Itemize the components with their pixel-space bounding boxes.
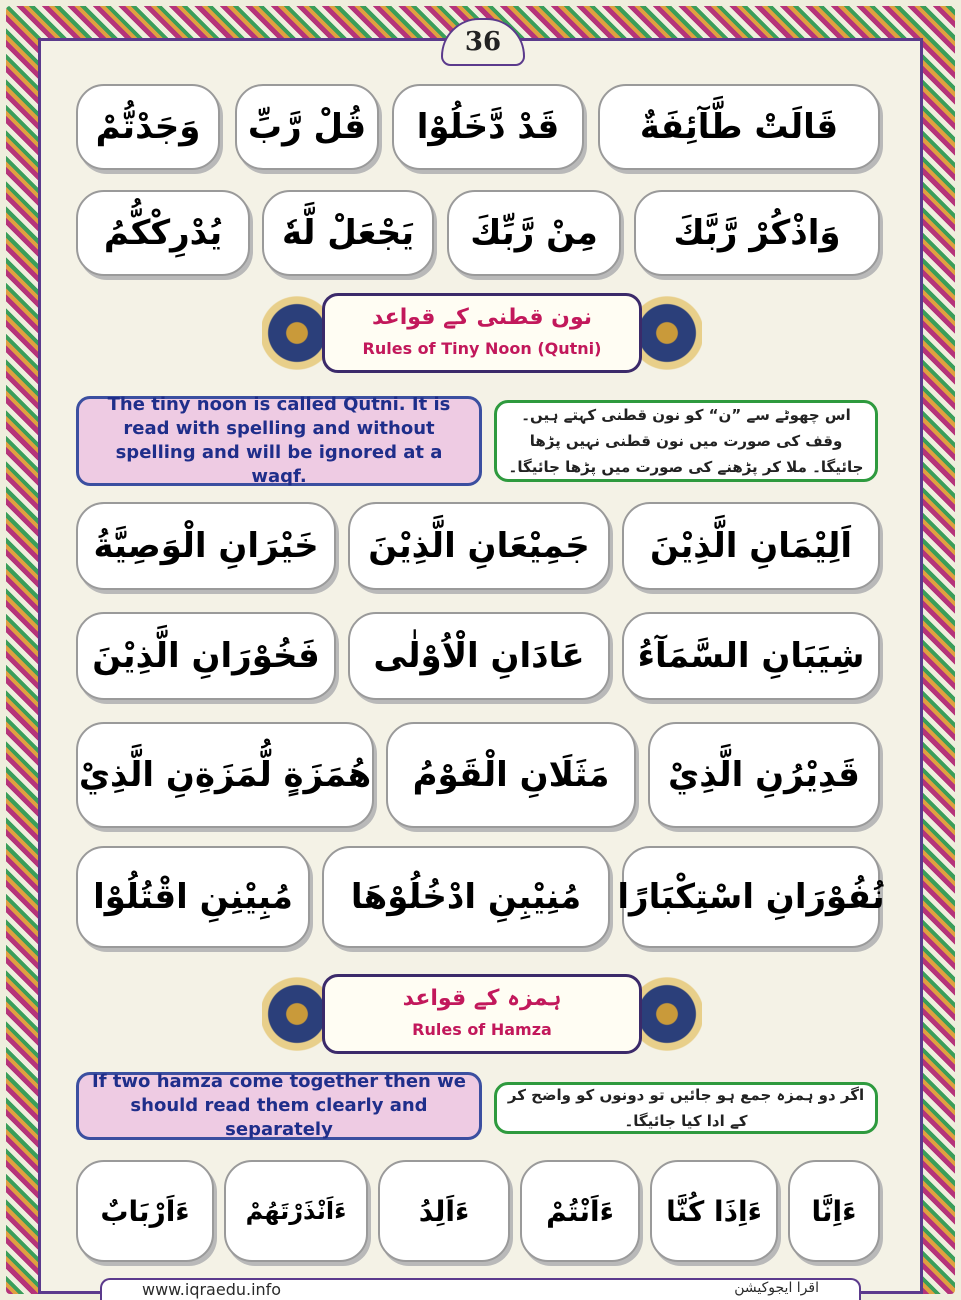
word-text: جَمِيْعَانِ الَّذِيْنَ: [368, 526, 590, 566]
note-urdu: اگر دو ہمزہ جمع ہو جائیں تو دونوں کو واضح کر کے ادا کیا جائیگا۔: [494, 1082, 878, 1134]
word-text: شِيَبَانِ السَّمَآءُ: [637, 636, 865, 676]
word-text: هُمَزَةٍ لُّمَزَةِنِ الَّذِيْ: [78, 755, 372, 795]
word-tile: [378, 1160, 510, 1262]
section-banner-qutni: [262, 285, 702, 381]
section-title-urdu: ہمزہ کے قواعد: [402, 986, 562, 1011]
note-urdu: اس چھوٹے سے ”ن“ کو نون قطنی کہتے ہیں۔ وقف کی صورت میں نون قطنی نہیں پڑھا جائیگا۔ ملا کر پڑھنے کی صورت میں پڑھا جائیگا۔: [494, 400, 878, 482]
word-tile: [622, 502, 880, 590]
page-number: 36: [441, 18, 525, 66]
word-text: ءَاَرْبَابٌ: [100, 1194, 190, 1228]
section-title-english: Rules of Tiny Noon (Qutni): [362, 339, 602, 358]
word-tile: [648, 722, 880, 828]
word-text: قَدْ دَّخَلُوْا: [416, 107, 560, 147]
word-tile: [520, 1160, 640, 1262]
website-link[interactable]: www.iqraedu.info: [142, 1280, 282, 1299]
word-text: مَثَلَانِ الْقَوْمُ: [412, 755, 610, 795]
word-tile: [650, 1160, 778, 1262]
word-tile: [224, 1160, 368, 1262]
word-tile: [392, 84, 584, 170]
word-tile: [262, 190, 434, 276]
word-tile: [76, 722, 374, 828]
word-tile: [76, 502, 336, 590]
word-text: خَيْرَانِ الْوَصِيَّةُ: [93, 526, 319, 566]
word-text: قُلْ رَّبِّ: [247, 107, 367, 147]
word-text: اَلِيْمَانِ الَّذِيْنَ: [649, 526, 853, 566]
section-banner-hamza: [262, 966, 702, 1062]
word-text: وَاذْكُرْ رَّبَّكَ: [673, 213, 841, 253]
word-text: ءَاَنْتُمْ: [546, 1194, 614, 1228]
word-tile: [76, 846, 310, 948]
word-text: مُنِيْبِنِ ادْخُلُوْهَا: [350, 877, 582, 917]
word-tile: [348, 612, 610, 700]
word-tile: [788, 1160, 880, 1262]
word-text: فَخُوْرَانِ الَّذِيْنَ: [92, 636, 320, 676]
word-text: قَدِيْرُنِ الَّذِيْ: [668, 755, 860, 795]
word-text: نُفُوْرَانِ اسْتِكْبَارًا: [617, 877, 885, 917]
word-text: ءَاَنْذَرْتَهُمْ: [245, 1197, 347, 1225]
word-text: يَجْعَلْ لَّهٗ: [281, 213, 415, 253]
word-text: ءَاَلِدُ: [418, 1194, 470, 1228]
word-tile: [76, 84, 220, 170]
footer: [100, 1278, 861, 1300]
word-tile: [76, 1160, 214, 1262]
word-tile: [348, 502, 610, 590]
word-text: مِنْ رَّبِّكَ: [470, 213, 598, 253]
word-tile: [76, 612, 336, 700]
word-tile: [447, 190, 621, 276]
word-text: عَادَانِ الْاُوْلٰى: [373, 636, 585, 676]
word-tile: [622, 612, 880, 700]
word-text: ءَاِنَّا: [811, 1194, 857, 1228]
word-text: ءَاِذَا كُنَّا: [666, 1194, 762, 1228]
footer-urdu: اقرا ایجوکیشن: [734, 1280, 819, 1296]
word-tile: [598, 84, 880, 170]
word-text: قَالَتْ طَّآئِفَةٌ: [639, 107, 839, 147]
word-tile: [76, 190, 250, 276]
section-title-urdu: نون قطنی کے قواعد: [371, 305, 593, 330]
word-tile: [617, 846, 885, 948]
word-tile: [634, 190, 880, 276]
word-text: مُبِيْنِنِ اقْتُلُوْا: [93, 877, 293, 917]
word-tile: [322, 846, 610, 948]
word-tile: [386, 722, 636, 828]
word-tile: [235, 84, 379, 170]
section-title-english: Rules of Hamza: [412, 1020, 552, 1039]
word-text: يُدْرِكْكُّمُ: [103, 213, 223, 253]
note-english: The tiny noon is called Qutni. It is read with spelling and without spelling and will be ignored at a waqf.: [76, 396, 482, 486]
note-english: If two hamza come together then we should read them clearly and separately: [76, 1072, 482, 1140]
word-text: وَجَدْتُّمْ: [95, 107, 201, 147]
